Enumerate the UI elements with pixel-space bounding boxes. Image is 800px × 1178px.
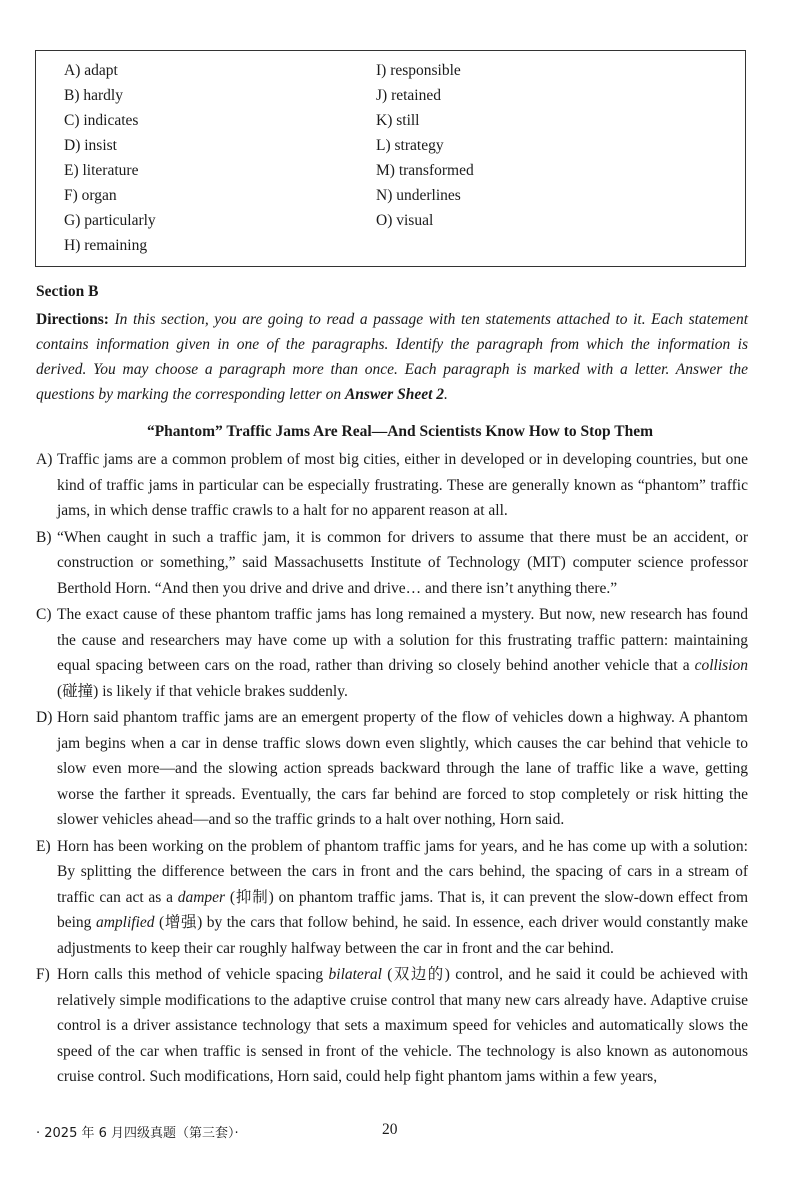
- word-option: C) indicates: [64, 112, 139, 129]
- paragraph-letter: A): [36, 451, 53, 468]
- word-option: B) hardly: [64, 87, 123, 104]
- word-option: O) visual: [376, 212, 434, 229]
- paragraph-text: Horn has been working on the problem of phantom traffic jams for years, and he has come up with a solution: By splitting the difference between the cars in front and the cars behind, the spacing of cars in a stream of traffic can act as a: [57, 837, 748, 906]
- word-option: J) retained: [376, 87, 441, 104]
- directions-text: In this section, you are going to read a passage with ten statements attached to it. Each statement contains information given in one of the paragraphs. Identify the paragraph from which the information is derived. You may choose a paragraph more than once. Each paragraph is marked with a letter. Answer the questions by marking the corresponding letter on: [36, 311, 748, 403]
- italic-term: collision: [694, 657, 748, 674]
- word-bank-left-column: [64, 58, 156, 258]
- answer-sheet-reference: Answer Sheet 2: [344, 386, 445, 403]
- word-option: E) literature: [64, 162, 139, 179]
- section-title: Section B: [36, 283, 99, 300]
- paragraph-letter: C): [36, 606, 52, 623]
- word-option: I) responsible: [376, 62, 461, 79]
- italic-term: bilateral: [328, 966, 382, 983]
- paragraph-letter: F): [36, 966, 50, 983]
- word-option: M) transformed: [376, 162, 474, 179]
- passage-paragraphs: [36, 447, 748, 1091]
- page-number: 20: [382, 1121, 398, 1138]
- paragraph-text: (增强) by the cars that follow behind, he said. In essence, each driver would constantly make adjustments to keep their car roughly halfway between the car in front and the car behind.: [57, 914, 749, 957]
- word-option: H) remaining: [64, 237, 148, 254]
- word-option: K) still: [376, 112, 420, 129]
- passage-paragraph: [36, 447, 748, 524]
- paragraph-letter: E): [36, 837, 51, 855]
- word-bank-box: [35, 50, 746, 267]
- italic-term: damper: [177, 888, 226, 906]
- paragraph-text: (双边的) control, and he said it could be achieved with relatively simple modifications to the adaptive cruise control that many new cars already have. Adaptive cruise control is a driver assistance technology that sets a maximum speed for vehicles and automatically slows the speed of the car when traffic is sensed in front of the vehicle. The technology is also known as autonomous cruise control. Such modifications, Horn said, could help fight phantom jams within a few years,: [57, 966, 748, 1085]
- paragraph-text: (碰撞) is likely if that vehicle brakes suddenly.: [57, 682, 348, 700]
- passage-title: “Phantom” Traffic Jams Are Real—And Scientists Know How to Stop Them: [146, 423, 654, 440]
- word-bank-right-column: [376, 58, 474, 233]
- passage-paragraph: [36, 525, 748, 602]
- word-option: G) particularly: [64, 212, 156, 229]
- word-option: N) underlines: [376, 187, 461, 204]
- paragraph-text: The exact cause of these phantom traffic jams has long remained a mystery. But now, new research has found the cause and researchers may have come up with a solution for this frustrating traffic pattern: maintaining equal spacing between cars on the road, rather than driving so closely behind another vehicle that a: [57, 606, 748, 674]
- passage-paragraph: [36, 834, 748, 962]
- paragraph-letter: D): [36, 709, 53, 726]
- paragraph-text: “When caught in such a traffic jam, it is common for drivers to assume that there must be an accident, or construction or something,” said Massachusetts Institute of Technology (MIT) computer science professor Berthold Horn. “And then you drive and drive and drive… and there isn’t anything there.”: [57, 528, 748, 597]
- word-option: L) strategy: [376, 137, 444, 154]
- paragraph-text: (抑制) on phantom traffic jams. That is, it can prevent the slow-down effect from being: [57, 888, 748, 931]
- directions: [36, 307, 748, 407]
- passage-paragraph: [36, 962, 748, 1090]
- exam-footer-label: · 2025 年 6 月四级真题（第三套）·: [36, 1126, 239, 1141]
- paragraph-text: Horn calls this method of vehicle spacing: [57, 966, 329, 983]
- paragraph-text: Traffic jams are a common problem of most big cities, either in developed or in developing countries, but one kind of traffic jams in particular can be especially frustrating. These are generally known as “phantom” traffic jams, in which dense traffic crawls to a halt for no apparent reason at all.: [57, 451, 748, 519]
- paragraph-text: Horn said phantom traffic jams are an emergent property of the flow of vehicles down a highway. A phantom jam begins when a car in dense traffic slows down even slightly, which causes the car behind that vehicle to slow even more—and the slowing action spreads backward through the lane of traffic like a wave, getting worse the farther it spreads. Eventually, the cars far behind are forced to stop completely or risk hitting the slower vehicles ahead—and so the traffic grinds to a halt over nothing, Horn said.: [57, 709, 748, 828]
- passage-paragraph: [36, 705, 748, 833]
- italic-term: amplified: [95, 914, 155, 931]
- passage-paragraph: [36, 602, 748, 704]
- word-option: D) insist: [64, 137, 117, 154]
- directions-period: .: [444, 386, 448, 403]
- paragraph-letter: B): [36, 528, 52, 546]
- word-option: F) organ: [64, 187, 117, 204]
- word-option: A) adapt: [64, 62, 118, 79]
- directions-label: Directions:: [36, 311, 109, 328]
